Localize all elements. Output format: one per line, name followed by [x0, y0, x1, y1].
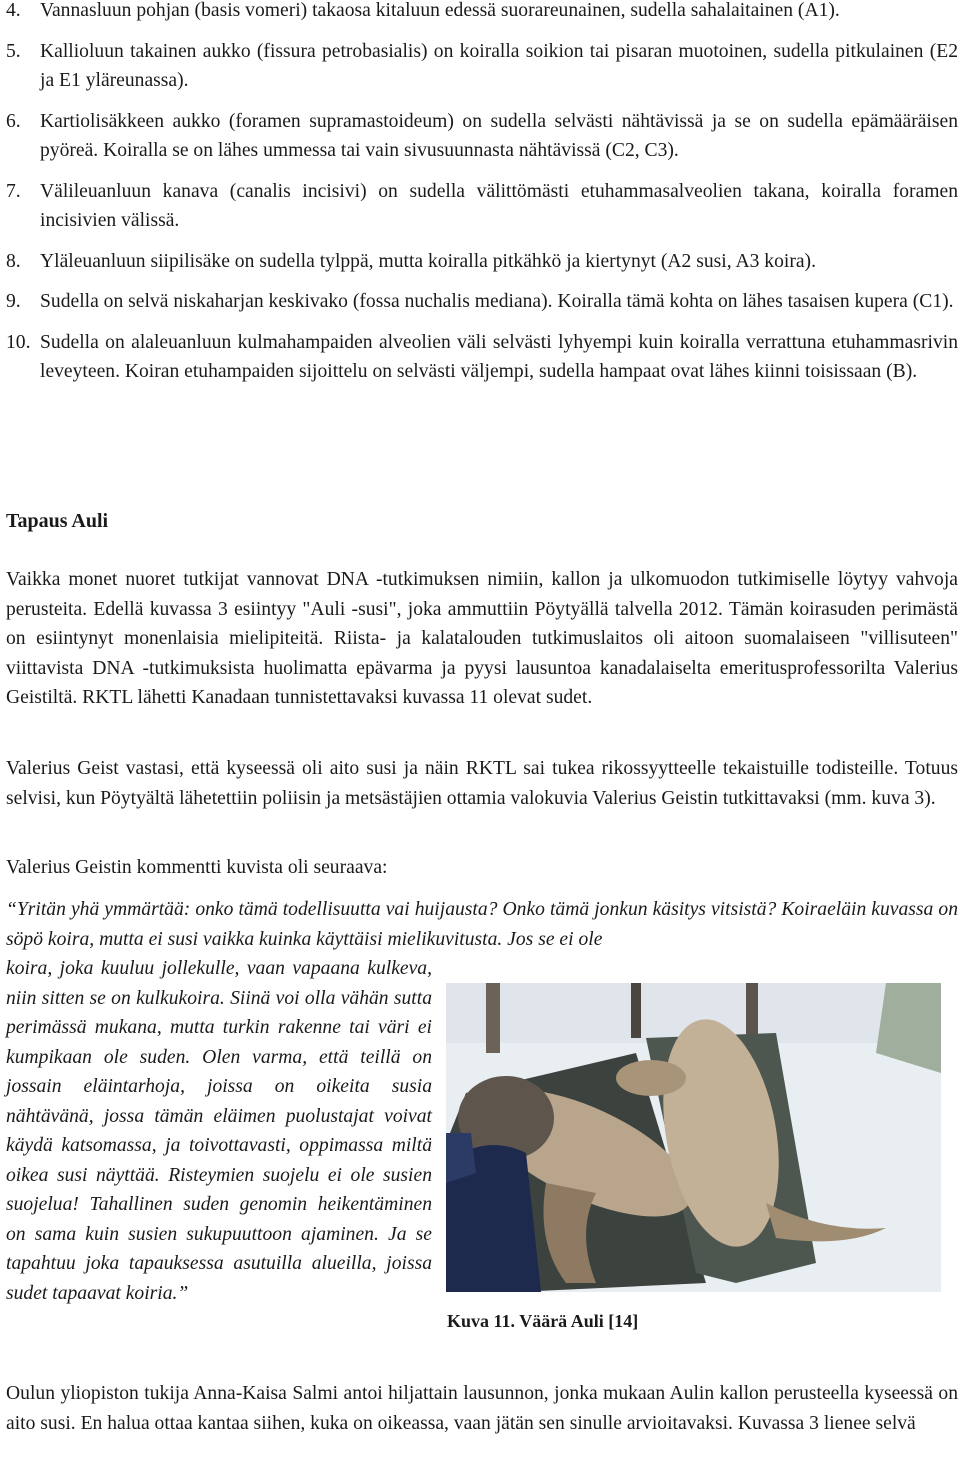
list-number: 7.	[6, 180, 21, 202]
list-number: 4.	[6, 0, 21, 21]
list-text: Yläleuanluun siipilisäke on sudella tylppä, mutta koiralla pitkähkö ja kiertynyt (A2 susi, A3 koira).	[40, 250, 816, 272]
list-text: Välileuanluun kanava (canalis incisivi) on sudella välittömästi etuhammasalveolien takana, koiralla foramen incisivien välissä.	[40, 180, 958, 231]
list-text: Kallioluun takainen aukko (fissura petrobasialis) on koiralla soikion tai pisaran muotoinen, sudella pitkulainen (E2 ja E1 yläreunassa).	[40, 40, 958, 91]
list-item	[6, 247, 958, 277]
list-text: Sudella on alaleuanluun kulmahampaiden alveolien väli selvästi lyhyempi kuin koiralla verrattuna etuhammasrivin leveyteen. Koiran etuhampaiden sijoittelu on selvästi väljempi, sudella hampaat ovat lähes kiinni toisissaan (B).	[40, 331, 958, 382]
list-item	[6, 0, 958, 26]
list-number: 6.	[6, 110, 21, 132]
figure-caption: Kuva 11. Väärä Auli [14]	[447, 1311, 639, 1331]
list-number: 10.	[6, 331, 31, 353]
wolf-photo-illustration	[446, 983, 941, 1292]
list-item	[6, 37, 958, 96]
list-item	[6, 107, 958, 166]
list-item	[6, 177, 958, 236]
numbered-list	[6, 0, 958, 398]
list-text: Kartiolisäkkeen aukko (foramen supramastoideum) on sudella selvästi nähtävissä ja se on sudella epämääräisen pyöreä. Koiralla se on lähes ummessa tai vain sivusuunnasta nähtävissä (C2, C3).	[40, 110, 958, 161]
list-number: 8.	[6, 250, 21, 272]
quote-text: “Yritän yhä ymmärtää: onko tämä todellisuutta vai huijausta? Onko tämä jonkun käsitys vitsistä? Koiraeläin kuvassa on söpö koira, mutta ei susi vaikka kuinka käyttäisi mielikuvitusta. Jos se ei ole	[6, 899, 958, 950]
body-paragraph: Vaikka monet nuoret tutkijat vannovat DNA -tutkimuksen nimiin, kallon ja ulkomuodon tutkimiselle löytyy vahvoja perusteita. Edellä kuvassa 3 esiintyy "Auli -susi", joka ammuttiin Pöytyällä talvella 2012. Tämän koirasuden perimästä on esiintynyt monenlaisia mielipiteitä. Riista- ja kalatalouden tutkimuslaitos oli aitoon suomalaiseen "villisuteen" viittavista DNA -tutkimuksista huolimatta epävarma ja pyysi lausuntoa kanadalaiselta emeritusprofessorilta Valerius Geistiltä. RKTL lähetti Kanadaan tunnistettavaksi kuvassa 11 olevat sudet.	[6, 569, 958, 708]
list-item	[6, 287, 958, 317]
quote-text-column: koira, joka kuuluu jollekulle, vaan vapaana kulkeva, niin sitten se on kulkukoira. Siinä voi olla vähän sutta perimässä mukana, mutta turkin rakenne tai väri ei kumpikaan ole suden. Olen varma, että teillä on jossain eläintarhoja, joissa on oikeita susia nähtävänä, jossa tämän eläimen puolustajat voivat käydä katsomassa, ja toivottavasti, oppimassa miltä oikea susi näyttää. Risteymien suojelu ei ole susien suojelua! Tahallinen suden genomin heikentäminen on sama kuin susien sukupuuttoon ajaminen. Ja se tapahtuu joka tapauksessa asutuilla alueilla, joissa sudet tapaavat koiria.”	[6, 958, 432, 1304]
section-heading: Tapaus Auli	[6, 510, 109, 532]
list-item	[6, 328, 958, 387]
list-text: Sudella on selvä niskaharjan keskivako (fossa nuchalis mediana). Koiralla tämä kohta on lähes tasaisen kupera (C1).	[40, 291, 954, 312]
list-number: 5.	[6, 40, 21, 62]
body-paragraph: Oulun yliopiston tukija Anna-Kaisa Salmi antoi hiljattain lausunnon, jonka mukaan Aulin kallon perusteella kyseessä on aito susi. En halua ottaa kantaa siihen, kuka on oikeassa, vaan jätän sen sinulle arvioitavaksi. Kuvassa 3 lienee selvä	[6, 1383, 958, 1434]
body-paragraph: Valerius Geist vastasi, että kyseessä oli aito susi ja näin RKTL sai tukea rikossyytteelle tekaistuille todisteille. Totuus selvisi, kun Pöytyältä lähetettiin poliisin ja metsästäjien ottamia valokuvia Valerius Geistin tutkittavaksi (mm. kuva 3).	[6, 758, 958, 809]
wolf-photo	[446, 983, 941, 1292]
body-paragraph: Valerius Geistin kommentti kuvista oli seuraava:	[6, 857, 388, 878]
list-number: 9.	[6, 291, 21, 312]
list-text: Vannasluun pohjan (basis vomeri) takaosa kitaluun edessä suorareunainen, sudella sahalaitainen (A1).	[40, 0, 840, 21]
